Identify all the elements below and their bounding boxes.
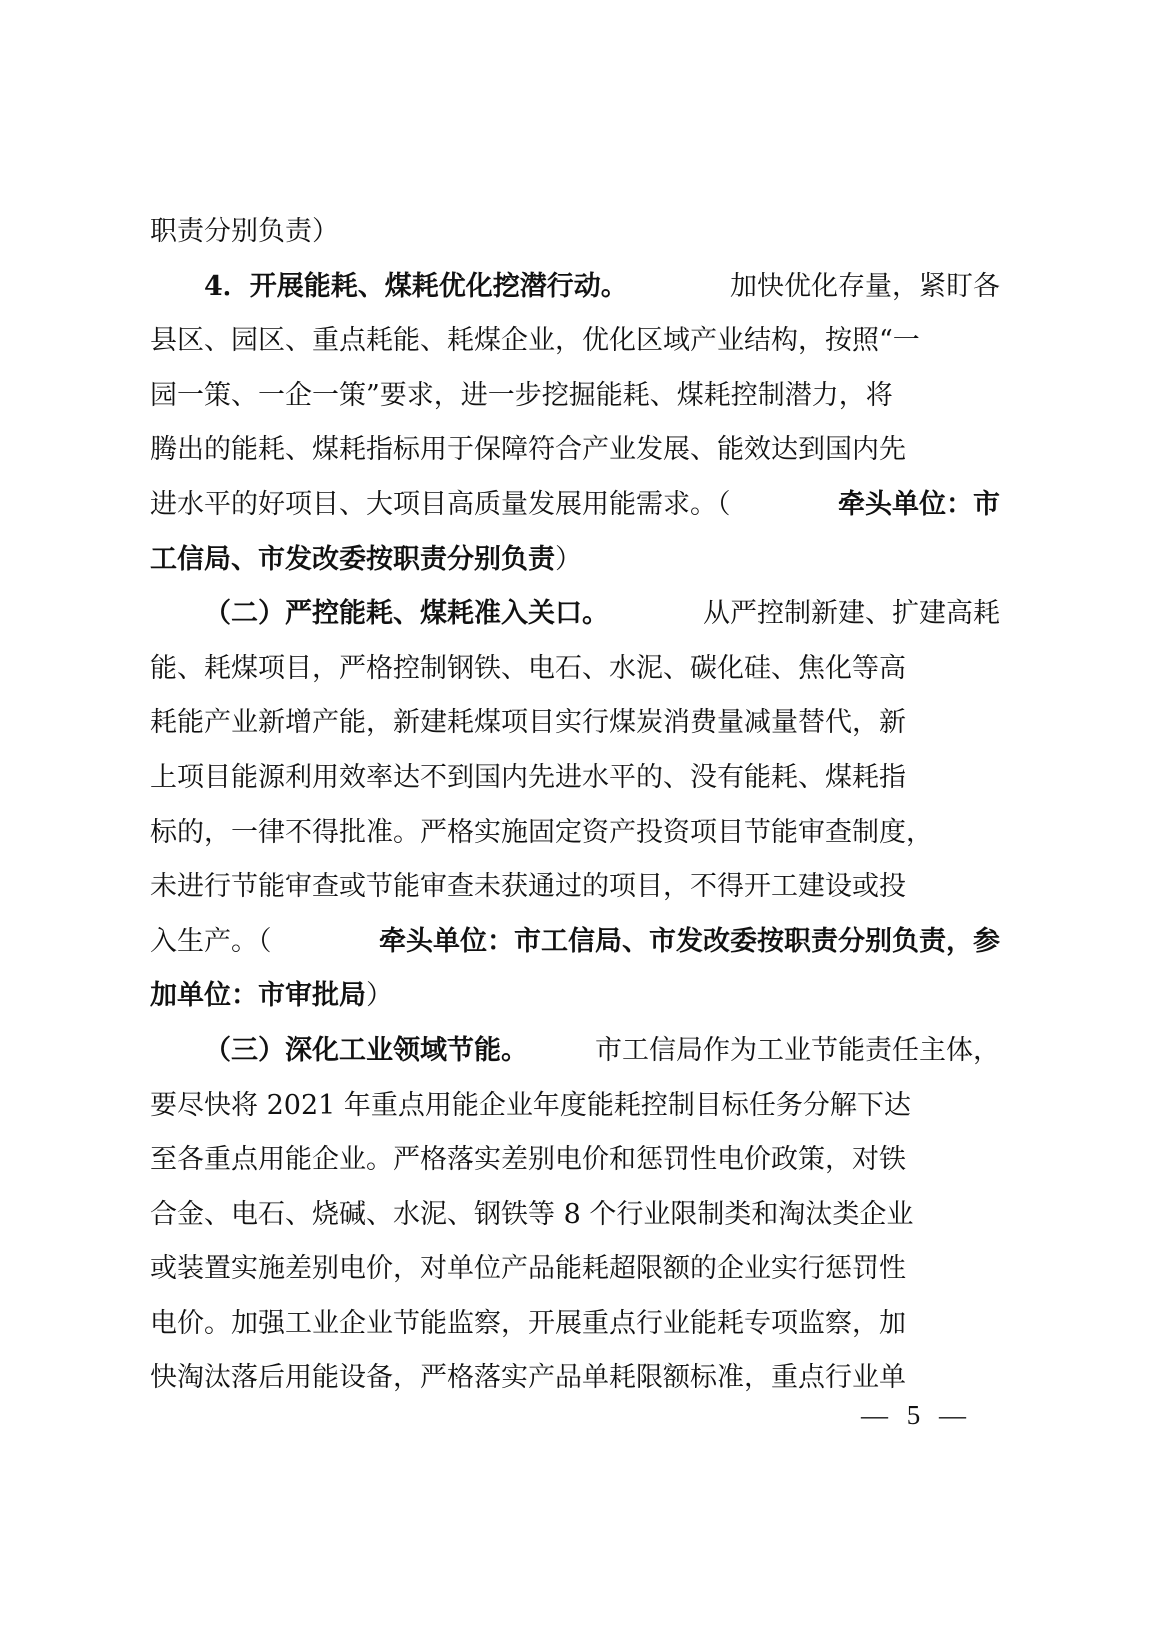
text-line: 进水平的好项目、大项目高质量发展用能需求。（ 牵头单位：市 <box>150 478 1000 533</box>
section-heading: （二）严控能耗、煤耗准入关口。 <box>204 598 609 630</box>
text-line: 腾出的能耗、煤耗指标用于保障符合产业发展、能效达到国内先 <box>150 434 906 466</box>
text-line: 加单位：市审批局 ） <box>150 969 1000 1024</box>
text-line: 入生产。（ 牵头单位：市工信局、市发改委按职责分别负责，参 <box>150 915 1000 970</box>
document-page <box>150 205 1000 1406</box>
text-line: 要尽快将 2021 年重点用能企业年度能耗控制目标任务分解下达 <box>150 1089 911 1121</box>
lead-unit-text: 牵头单位：市工信局、市发改委按职责分别负责，参 <box>379 925 1000 957</box>
subsection-heading: 4．开展能耗、煤耗优化挖潜行动。 <box>204 270 628 302</box>
text-line: 未进行节能审查或节能审查未获通过的项目，不得开工建设或投 <box>150 871 906 903</box>
text-line: 至各重点用能企业。严格落实差别电价和惩罚性电价政策，对铁 <box>150 1144 906 1176</box>
text-line: 或装置实施差别电价，对单位产品能耗超限额的企业实行惩罚性 <box>150 1253 906 1285</box>
lead-unit-text: 工信局、市发改委按职责分别负责 <box>150 543 555 575</box>
section-heading: （三）深化工业领域节能。 <box>204 1034 528 1066</box>
text-line: 县区、园区、重点耗能、耗煤企业，优化区域产业结构，按照“一 <box>150 325 920 357</box>
text-line: 工信局、市发改委按职责分别负责 ） <box>150 533 1000 588</box>
heading-line: （二）严控能耗、煤耗准入关口。 从严控制新建、扩建高耗 <box>150 587 1000 642</box>
text-line: 上项目能源利用效率达不到国内先进水平的、没有能耗、煤耗指 <box>150 761 906 793</box>
lead-unit-label: 牵头单位：市 <box>838 488 1000 520</box>
text-line: 耗能产业新增产能，新建耗煤项目实行煤炭消费量减量替代，新 <box>150 707 906 739</box>
text-line: 合金、电石、烧碱、水泥、钢铁等 8 个行业限制类和淘汰类企业 <box>150 1198 914 1230</box>
text-line: 能、耗煤项目，严格控制钢铁、电石、水泥、碳化硅、焦化等高 <box>150 652 906 684</box>
participating-unit-text: 加单位：市审批局 <box>150 980 366 1012</box>
text-line: 电价。加强工业企业节能监察，开展重点行业能耗专项监察，加 <box>150 1307 906 1339</box>
heading-line: 4．开展能耗、煤耗优化挖潜行动。 加快优化存量，紧盯各 <box>150 260 1000 315</box>
text-line: 快淘汰落后用能设备，严格落实产品单耗限额标准，重点行业单 <box>150 1362 906 1394</box>
text-line: 职责分别负责） <box>150 216 339 247</box>
heading-line: （三）深化工业领域节能。 市工信局作为工业节能责任主体， <box>150 1024 1000 1079</box>
text-line: 园一策、一企一策”要求，进一步挖掘能耗、煤耗控制潜力，将 <box>150 379 893 411</box>
text-line: 标的，一律不得批准。严格实施固定资产投资项目节能审查制度， <box>150 816 933 848</box>
page-number: — 5 — <box>861 1400 972 1430</box>
